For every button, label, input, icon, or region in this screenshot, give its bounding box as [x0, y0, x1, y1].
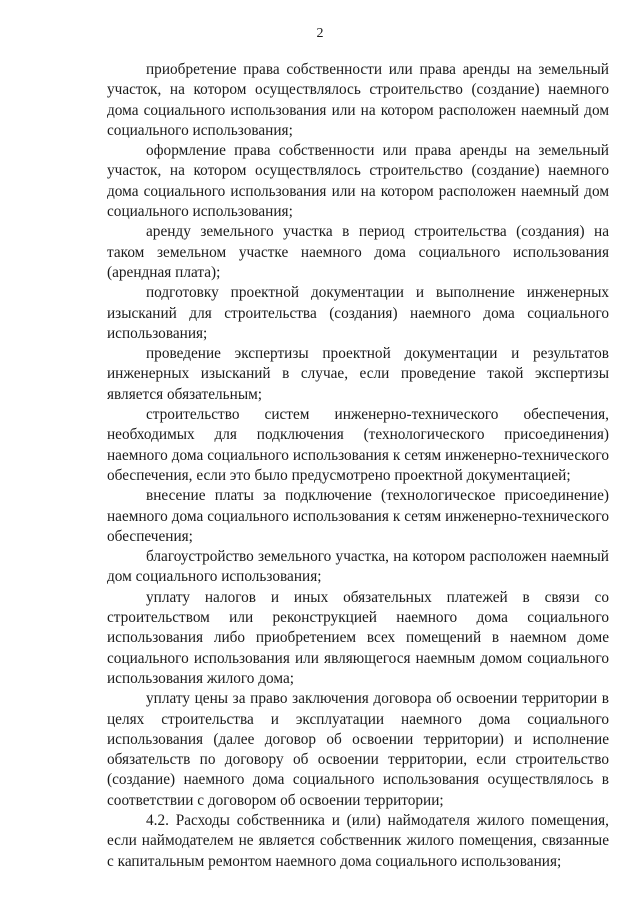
paragraph-land-registration: оформление права собственности или права аренды на земельный участок, на котором осуществлялось строительство (создание) наемного дома социального использования или на котором расположен наемный дом социального использования;	[107, 142, 609, 221]
paragraph-territory-agreement: уплату цены за право заключения договора об освоении территории в целях строительства и эксплуатации наемного дома социального использования (далее договор об освоении территории) и исполнение обязательств по договору об освоении территории, если строительство (создание) наемного дома социального использования осуществлялось в соответствии с договором об освоении территории;	[107, 690, 609, 809]
paragraph-expertise: проведение экспертизы проектной документации и результатов инженерных изысканий в случае, если проведение такой экспертизы является обязательным;	[107, 345, 609, 403]
paragraph-design-documentation: подготовку проектной документации и выполнение инженерных изысканий для строительства (создания) наемного дома социального использования;	[107, 284, 609, 342]
paragraph-taxes: уплату налогов и иных обязательных платежей в связи со строительством или реконструкцией наемного дома социального использования либо приобретением всех помещений в наемном доме социального использования или являющегося наемным домом социального использования жилого дома;	[107, 588, 609, 687]
paragraph-landscaping: благоустройство земельного участка, на котором расположен наемный дом социального использования;	[107, 548, 609, 586]
page-number: 2	[316, 26, 324, 41]
paragraph-land-acquisition: приобретение права собственности или права аренды на земельный участок, на котором осуществлялось строительство (создание) наемного дома социального использования или на котором расположен наемный дом социального использования;	[107, 61, 609, 139]
document-body	[107, 60, 609, 872]
paragraph-land-rent: аренду земельного участка в период строительства (создания) на таком земельном участке наемного дома социального использования (арендная плата);	[107, 223, 609, 281]
paragraph-connection-fee: внесение платы за подключение (технологическое присоединение) наемного дома социального использования к сетям инженерно-технического обеспечения;	[107, 487, 609, 545]
paragraph-section-4-2: 4.2. Расходы собственника и (или) наймодателя жилого помещения, если наймодателем не является собственник жилого помещения, связанные с капитальным ремонтом наемного дома социального использования;	[107, 811, 609, 870]
paragraph-engineering-systems: строительство систем инженерно-технического обеспечения, необходимых для подключения (технологического присоединения) наемного дома социального использования к сетям инженерно-технического обеспечения, если это было предусмотрено проектной документацией;	[107, 406, 609, 484]
